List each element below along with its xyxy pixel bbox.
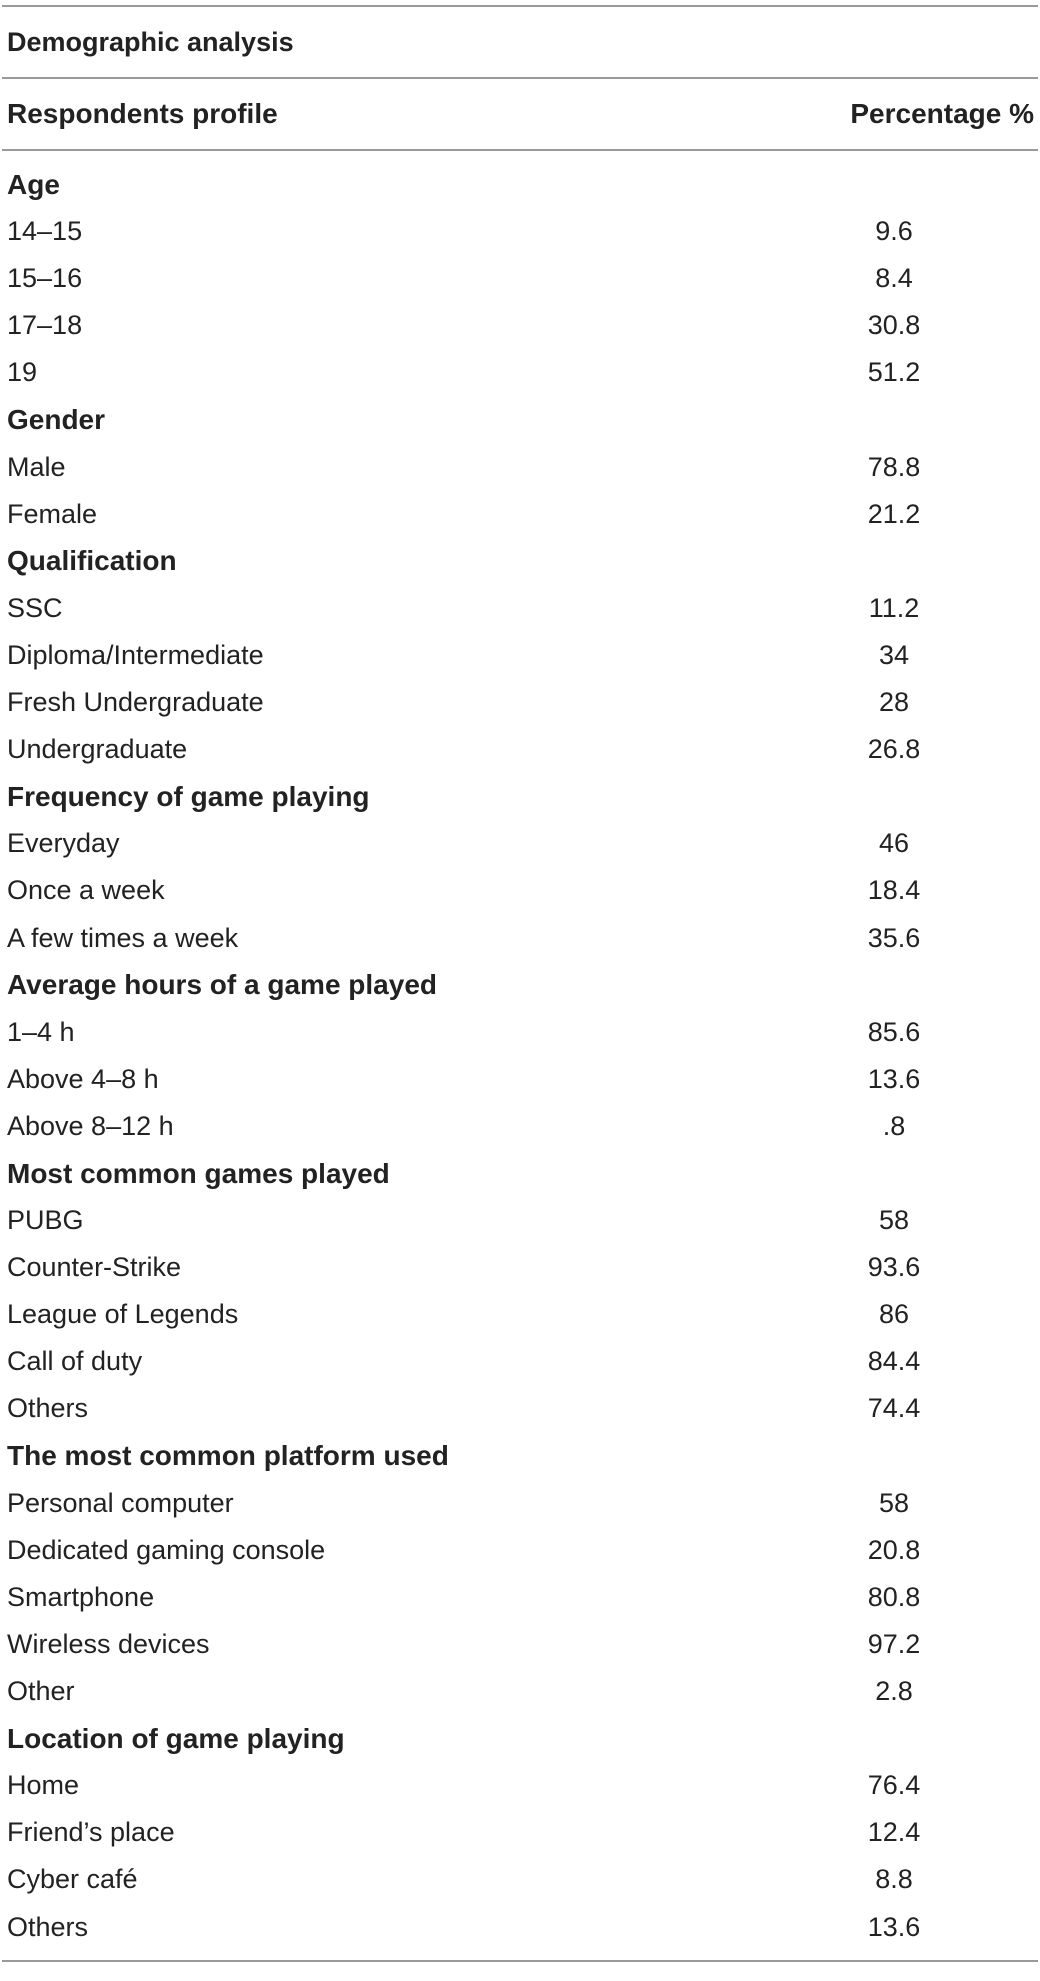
section-heading: Gender bbox=[7, 404, 106, 436]
row-label: 19 bbox=[7, 357, 38, 388]
table-row bbox=[2, 255, 1038, 302]
row-percentage: 35.6 bbox=[867, 922, 921, 953]
row-percentage: 2.8 bbox=[875, 1676, 913, 1707]
row-label: 1–4 h bbox=[7, 1016, 75, 1047]
row-percentage: 34 bbox=[878, 639, 910, 670]
table-row bbox=[2, 1385, 1038, 1432]
section-heading-row bbox=[2, 1150, 1038, 1197]
table-row bbox=[2, 349, 1038, 396]
row-percentage: 93.6 bbox=[867, 1252, 921, 1283]
row-percentage: 30.8 bbox=[867, 310, 921, 341]
section-heading-row bbox=[2, 1715, 1038, 1762]
table-row bbox=[2, 1856, 1038, 1903]
section-heading: Average hours of a game played bbox=[7, 969, 437, 1001]
row-label: Everyday bbox=[7, 828, 120, 859]
row-percentage: 18.4 bbox=[867, 875, 921, 906]
section-heading-row bbox=[2, 396, 1038, 443]
row-percentage: 8.4 bbox=[875, 263, 913, 294]
row-percentage: 51.2 bbox=[867, 357, 921, 388]
row-percentage: 85.6 bbox=[867, 1016, 921, 1047]
section-heading-row bbox=[2, 1433, 1038, 1480]
row-label: Friend’s place bbox=[7, 1817, 175, 1848]
table-row bbox=[2, 1197, 1038, 1244]
row-label: Once a week bbox=[7, 875, 165, 906]
table-caption: Demographic analysis bbox=[7, 27, 294, 57]
row-label: Male bbox=[7, 451, 66, 482]
row-percentage: 8.8 bbox=[875, 1864, 913, 1895]
table-row bbox=[2, 1527, 1038, 1574]
table-row bbox=[2, 820, 1038, 867]
table-row bbox=[2, 1668, 1038, 1715]
section-heading: Location of game playing bbox=[7, 1722, 345, 1754]
row-label: Above 8–12 h bbox=[7, 1110, 174, 1141]
row-label: Other bbox=[7, 1676, 75, 1707]
row-label: Others bbox=[7, 1393, 89, 1424]
row-label: Cyber café bbox=[7, 1864, 138, 1895]
table-row bbox=[2, 726, 1038, 773]
table-row bbox=[2, 915, 1038, 962]
row-label: Smartphone bbox=[7, 1581, 155, 1612]
table-row bbox=[2, 1103, 1038, 1150]
row-label: Call of duty bbox=[7, 1346, 143, 1377]
table-row bbox=[2, 1480, 1038, 1527]
row-percentage: 78.8 bbox=[867, 451, 921, 482]
row-label: Home bbox=[7, 1770, 80, 1801]
row-percentage: 9.6 bbox=[875, 216, 913, 247]
table-body bbox=[2, 151, 1038, 1960]
table-row bbox=[2, 1244, 1038, 1291]
row-percentage: 46 bbox=[878, 828, 910, 859]
table-row bbox=[2, 632, 1038, 679]
row-label: Fresh Undergraduate bbox=[7, 687, 264, 718]
row-percentage: .8 bbox=[882, 1110, 906, 1141]
table-row bbox=[2, 867, 1038, 914]
table-row bbox=[2, 585, 1038, 632]
row-label: 15–16 bbox=[7, 263, 83, 294]
section-heading-row bbox=[2, 773, 1038, 820]
table-row bbox=[2, 1762, 1038, 1809]
row-percentage: 80.8 bbox=[867, 1581, 921, 1612]
section-heading: Age bbox=[7, 168, 60, 200]
row-label: League of Legends bbox=[7, 1299, 239, 1330]
row-label: Diploma/Intermediate bbox=[7, 639, 264, 670]
table-row bbox=[2, 1009, 1038, 1056]
row-label: A few times a week bbox=[7, 922, 239, 953]
row-label: Dedicated gaming console bbox=[7, 1534, 326, 1565]
section-heading: Most common games played bbox=[7, 1157, 390, 1189]
row-percentage: 97.2 bbox=[867, 1628, 921, 1659]
row-percentage: 58 bbox=[878, 1487, 910, 1518]
row-percentage: 86 bbox=[878, 1299, 910, 1330]
demographic-table bbox=[2, 5, 1038, 1962]
section-heading: Qualification bbox=[7, 545, 177, 577]
table-row bbox=[2, 679, 1038, 726]
row-percentage: 84.4 bbox=[867, 1346, 921, 1377]
table-row bbox=[2, 1338, 1038, 1385]
table-row bbox=[2, 208, 1038, 255]
row-percentage: 21.2 bbox=[867, 498, 921, 529]
header-percentage: Percentage % bbox=[850, 98, 1034, 129]
table-row bbox=[2, 1903, 1038, 1950]
table-row bbox=[2, 1809, 1038, 1856]
row-percentage: 58 bbox=[878, 1205, 910, 1236]
row-label: 17–18 bbox=[7, 310, 83, 341]
section-heading: The most common platform used bbox=[7, 1440, 449, 1472]
row-percentage: 13.6 bbox=[867, 1911, 921, 1942]
row-label: SSC bbox=[7, 592, 63, 623]
row-percentage: 11.2 bbox=[868, 592, 920, 623]
row-label: Personal computer bbox=[7, 1487, 234, 1518]
bottom-rule bbox=[2, 1960, 1038, 1962]
row-label: Undergraduate bbox=[7, 734, 188, 765]
table-row bbox=[2, 302, 1038, 349]
row-percentage: 74.4 bbox=[867, 1393, 921, 1424]
table-row bbox=[2, 1291, 1038, 1338]
table-row bbox=[2, 1574, 1038, 1621]
section-heading-row bbox=[2, 161, 1038, 208]
table-row bbox=[2, 1621, 1038, 1668]
row-percentage: 28 bbox=[878, 687, 910, 718]
section-heading-row bbox=[2, 538, 1038, 585]
row-percentage: 76.4 bbox=[867, 1770, 921, 1801]
section-heading: Frequency of game playing bbox=[7, 780, 370, 812]
header-respondents-profile: Respondents profile bbox=[7, 98, 278, 129]
row-label: 14–15 bbox=[7, 216, 83, 247]
table-row bbox=[2, 444, 1038, 491]
row-percentage: 20.8 bbox=[867, 1534, 921, 1565]
row-label: Female bbox=[7, 498, 98, 529]
row-percentage: 12.4 bbox=[867, 1817, 921, 1848]
section-heading-row bbox=[2, 962, 1038, 1009]
row-label: Counter-Strike bbox=[7, 1252, 182, 1283]
row-percentage: 26.8 bbox=[867, 734, 921, 765]
row-label: Others bbox=[7, 1911, 89, 1942]
table-row bbox=[2, 491, 1038, 538]
row-label: Wireless devices bbox=[7, 1628, 210, 1659]
table-row bbox=[2, 1056, 1038, 1103]
table-header bbox=[2, 79, 1038, 149]
row-label: PUBG bbox=[7, 1205, 84, 1236]
row-percentage: 13.6 bbox=[867, 1063, 921, 1094]
row-label: Above 4–8 h bbox=[7, 1063, 159, 1094]
